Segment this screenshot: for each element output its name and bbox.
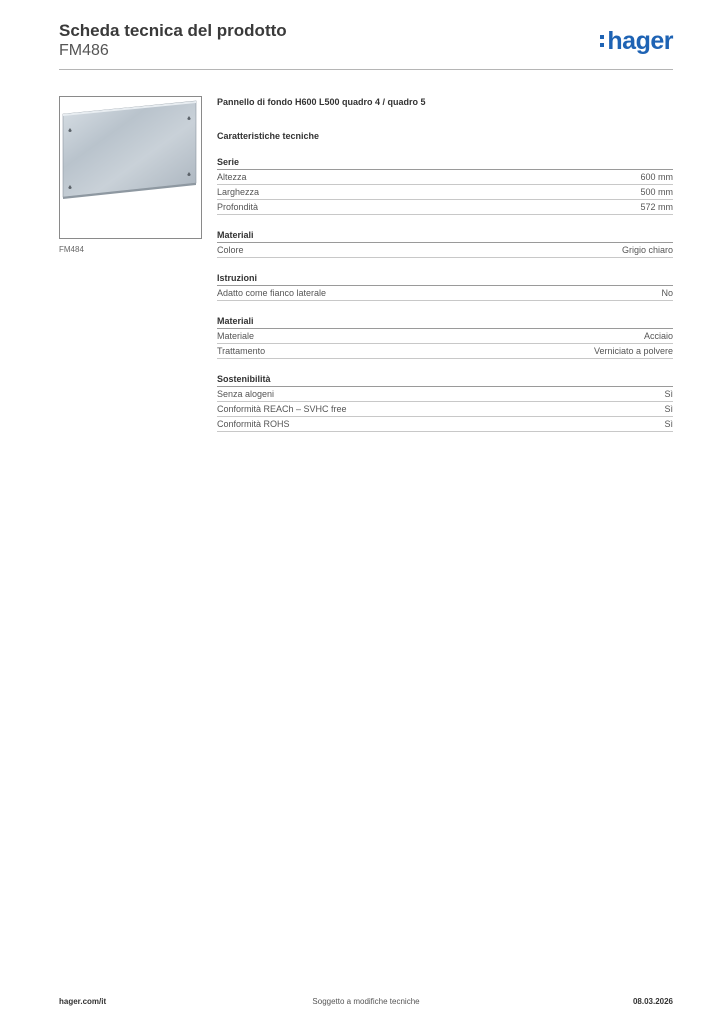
image-caption: FM484 bbox=[59, 245, 84, 254]
spec-label: Profondità bbox=[217, 202, 259, 212]
footer bbox=[59, 997, 673, 1011]
section-title: Istruzioni bbox=[217, 272, 673, 286]
spec-row bbox=[217, 344, 673, 359]
header-divider bbox=[59, 69, 673, 70]
spec-section-serie bbox=[217, 156, 673, 215]
product-name: Pannello di fondo H600 L500 quadro 4 / quadro 5 bbox=[217, 97, 426, 107]
spec-row bbox=[217, 387, 673, 402]
spec-label: Conformità REACh – SVHC free bbox=[217, 404, 347, 414]
section-title: Serie bbox=[217, 156, 673, 170]
spec-content bbox=[217, 96, 673, 432]
spec-label: Altezza bbox=[217, 172, 247, 182]
tech-heading: Caratteristiche tecniche bbox=[217, 131, 320, 141]
spec-value: 572 mm bbox=[640, 202, 673, 212]
spec-value: Sì bbox=[664, 389, 673, 399]
spec-row bbox=[217, 329, 673, 344]
section-title: Sostenibilità bbox=[217, 373, 673, 387]
footer-website-link[interactable]: hager.com/it bbox=[59, 997, 107, 1006]
spec-section-sostenibilita bbox=[217, 373, 673, 432]
spec-label: Colore bbox=[217, 245, 244, 255]
page-title: Scheda tecnica del prodotto bbox=[59, 21, 287, 40]
back-panel-illustration bbox=[60, 97, 201, 238]
product-image bbox=[59, 96, 202, 239]
section-title: Materiali bbox=[217, 315, 673, 329]
spec-label: Adatto come fianco laterale bbox=[217, 288, 327, 298]
section-title: Materiali bbox=[217, 229, 673, 243]
spec-value: Sì bbox=[664, 404, 673, 414]
logo-dots-icon bbox=[600, 35, 604, 47]
spec-row bbox=[217, 185, 673, 200]
spec-value: 600 mm bbox=[640, 172, 673, 182]
spec-value: No bbox=[661, 288, 673, 298]
spec-section-materiali-colore bbox=[217, 229, 673, 258]
spec-value: Verniciato a polvere bbox=[593, 346, 673, 356]
spec-label: Senza alogeni bbox=[217, 389, 275, 399]
logo-text: hager bbox=[607, 27, 673, 55]
spec-value: 500 mm bbox=[640, 187, 673, 197]
product-code: FM486 bbox=[59, 42, 109, 59]
hager-logo[interactable] bbox=[600, 28, 673, 54]
spec-value: Acciaio bbox=[643, 331, 673, 341]
spec-label: Larghezza bbox=[217, 187, 260, 197]
spec-row bbox=[217, 243, 673, 258]
spec-section-istruzioni bbox=[217, 272, 673, 301]
spec-row bbox=[217, 170, 673, 185]
spec-label: Conformità ROHS bbox=[217, 419, 290, 429]
spec-section-materiali bbox=[217, 315, 673, 359]
spec-label: Materiale bbox=[217, 331, 255, 341]
footer-notice: Soggetto a modifiche tecniche bbox=[312, 997, 420, 1006]
spec-value: Sì bbox=[664, 419, 673, 429]
header bbox=[59, 20, 673, 70]
spec-row bbox=[217, 417, 673, 432]
footer-date: 08.03.2026 bbox=[632, 997, 673, 1006]
spec-row bbox=[217, 402, 673, 417]
spec-label: Trattamento bbox=[217, 346, 266, 356]
spec-value: Grigio chiaro bbox=[621, 245, 673, 255]
spec-row bbox=[217, 200, 673, 215]
spec-row bbox=[217, 286, 673, 301]
